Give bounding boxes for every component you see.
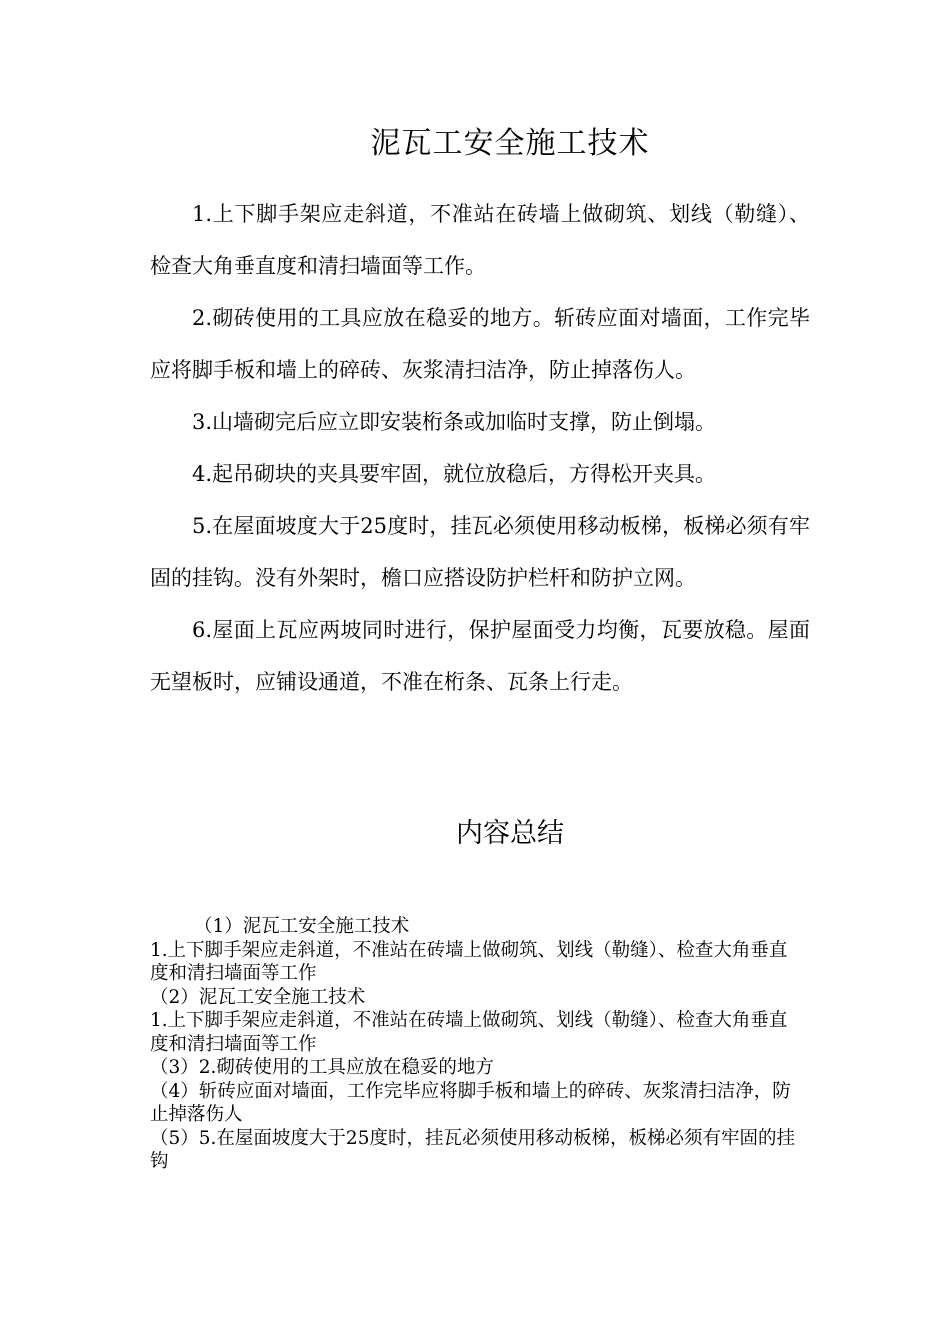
summary-line-2: 1.上下脚手架应走斜道，不准站在砖墙上做砌筑、划线（勒缝）、检查大角垂直度和清扫墙面等工作 <box>150 939 788 984</box>
summary-title: 内容总结 <box>456 818 564 849</box>
paragraph-6: 6.屋面上瓦应两坡同时进行，保护屋面受力均衡，瓦要放稳。屋面无望板时，应铺设通道，不准在桁条、瓦条上行走。 <box>150 618 810 694</box>
document-title: 泥瓦工安全施工技术 <box>370 126 650 161</box>
paragraph-2: 2.砌砖使用的工具应放在稳妥的地方。斩砖应面对墙面，工作完毕应将脚手板和墙上的碎砖、灰浆清扫洁净，防止掉落伤人。 <box>150 306 810 382</box>
summary-line-3: （2）泥瓦工安全施工技术 <box>150 986 366 1008</box>
summary-section <box>150 915 800 1174</box>
paragraph-3: 3.山墙砌完后应立即安装桁条或加临时支撑，防止倒塌。 <box>192 410 717 434</box>
summary-line-7: （5）5.在屋面坡度大于25度时，挂瓦必须使用移动板梯，板梯必须有牢固的挂钩 <box>150 1127 795 1172</box>
paragraph-4: 4.起吊砌块的夹具要牢固，就位放稳后，方得松开夹具。 <box>192 462 717 486</box>
document-body <box>150 188 810 708</box>
summary-line-6: （4）斩砖应面对墙面，工作完毕应将脚手板和墙上的碎砖、灰浆清扫洁净，防止掉落伤人 <box>150 1080 791 1125</box>
paragraph-5: 5.在屋面坡度大于25度时，挂瓦必须使用移动板梯，板梯必须有牢固的挂钩。没有外架时，檐口应搭设防护栏杆和防护立网。 <box>150 514 810 590</box>
summary-line-4: 1.上下脚手架应走斜道，不准站在砖墙上做砌筑、划线（勒缝）、检查大角垂直度和清扫墙面等工作 <box>150 1010 788 1055</box>
paragraph-1: 1.上下脚手架应走斜道，不准站在砖墙上做砌筑、划线（勒缝）、检查大角垂直度和清扫墙面等工作。 <box>150 202 810 278</box>
summary-line-1: （1）泥瓦工安全施工技术 <box>194 916 410 937</box>
summary-line-5: （3）2.砌砖使用的工具应放在稳妥的地方 <box>150 1057 494 1078</box>
